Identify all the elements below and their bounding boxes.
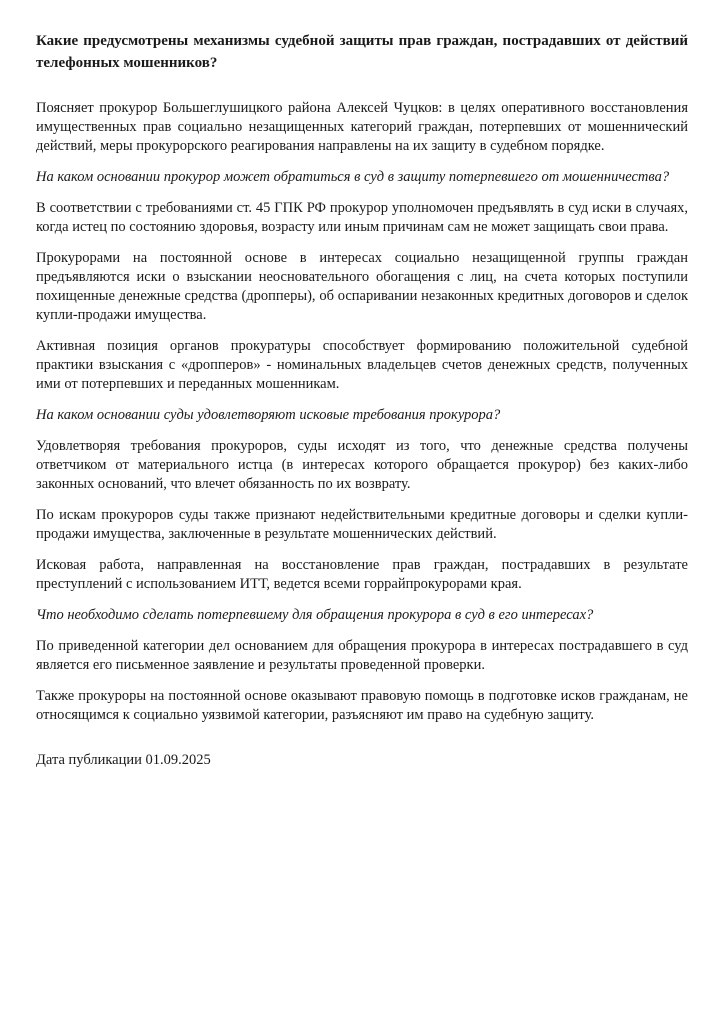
publication-date-value: 01.09.2025 xyxy=(145,752,211,768)
publication-date-line xyxy=(36,751,688,770)
answer-2-paragraph-1: Удовлетворяя требования прокуроров, суды исходят из того, что денежные средства получены ответчиком от материального истца (в интересах которого обращается прокурор) без каких-либо законных оснований, что влечет обязанность по их возврату. xyxy=(36,438,688,492)
answer-2-paragraph-3: Исковая работа, направленная на восстановление прав граждан, пострадавших в результате преступлений с использованием ИТТ, ведется всеми горрайпрокурорами края. xyxy=(36,557,688,592)
answer-1-paragraph-2: Прокурорами на постоянной основе в интересах социально незащищенной группы граждан предъявляются иски о взыскании неосновательного обогащения с лиц, на счета которых поступили похищенные денежные средства (дропперы), об оспаривании незаконных кредитных договоров и сделок купли-продажи имущества. xyxy=(36,250,688,323)
question-2: На каком основании суды удовлетворяют исковые требования прокурора? xyxy=(36,407,501,423)
answer-1-paragraph-1: В соответствии с требованиями ст. 45 ГПК РФ прокурор уполномочен предъявлять в суд иски в случаях, когда истец по состоянию здоровья, возрасту или иным причинам сам не может защищать свои права. xyxy=(36,200,688,235)
publication-date-label: Дата публикации xyxy=(36,752,142,768)
answer-3-paragraph-1: По приведенной категории дел основанием для обращения прокурора в интересах пострадавшего в суд является его письменное заявление и результаты проведенной проверки. xyxy=(36,638,688,673)
intro-paragraph: Поясняет прокурор Большеглушицкого района Алексей Чуцков: в целях оперативного восстановления имущественных прав социально незащищенных категорий граждан, потерпевших от мошеннический действий, меры прокурорского реагирования направлены на их защиту в судебном порядке. xyxy=(36,100,688,154)
answer-2-paragraph-2: По искам прокуроров суды также признают недействительными кредитные договоры и сделки купли-продажи имущества, заключенные в результате мошеннических действий. xyxy=(36,507,688,542)
document-title: Какие предусмотрены механизмы судебной защиты прав граждан, пострадавших от действий телефонных мошенников? xyxy=(36,33,688,71)
question-3: Что необходимо сделать потерпевшему для обращения прокурора в суд в его интересах? xyxy=(36,607,594,623)
question-1: На каком основании прокурор может обратиться в суд в защиту потерпевшего от мошенничества? xyxy=(36,169,670,185)
answer-3-paragraph-2: Также прокуроры на постоянной основе оказывают правовую помощь в подготовке исков гражданам, не относящимся к социально уязвимой категории, разъясняют им право на судебную защиту. xyxy=(36,688,688,723)
answer-1-paragraph-3: Активная позиция органов прокуратуры способствует формированию положительной судебной практики взыскания с «дропперов» - номинальных владельцев счетов денежных средств, полученных ими от потерпевших и переданных мошенникам. xyxy=(36,338,688,392)
